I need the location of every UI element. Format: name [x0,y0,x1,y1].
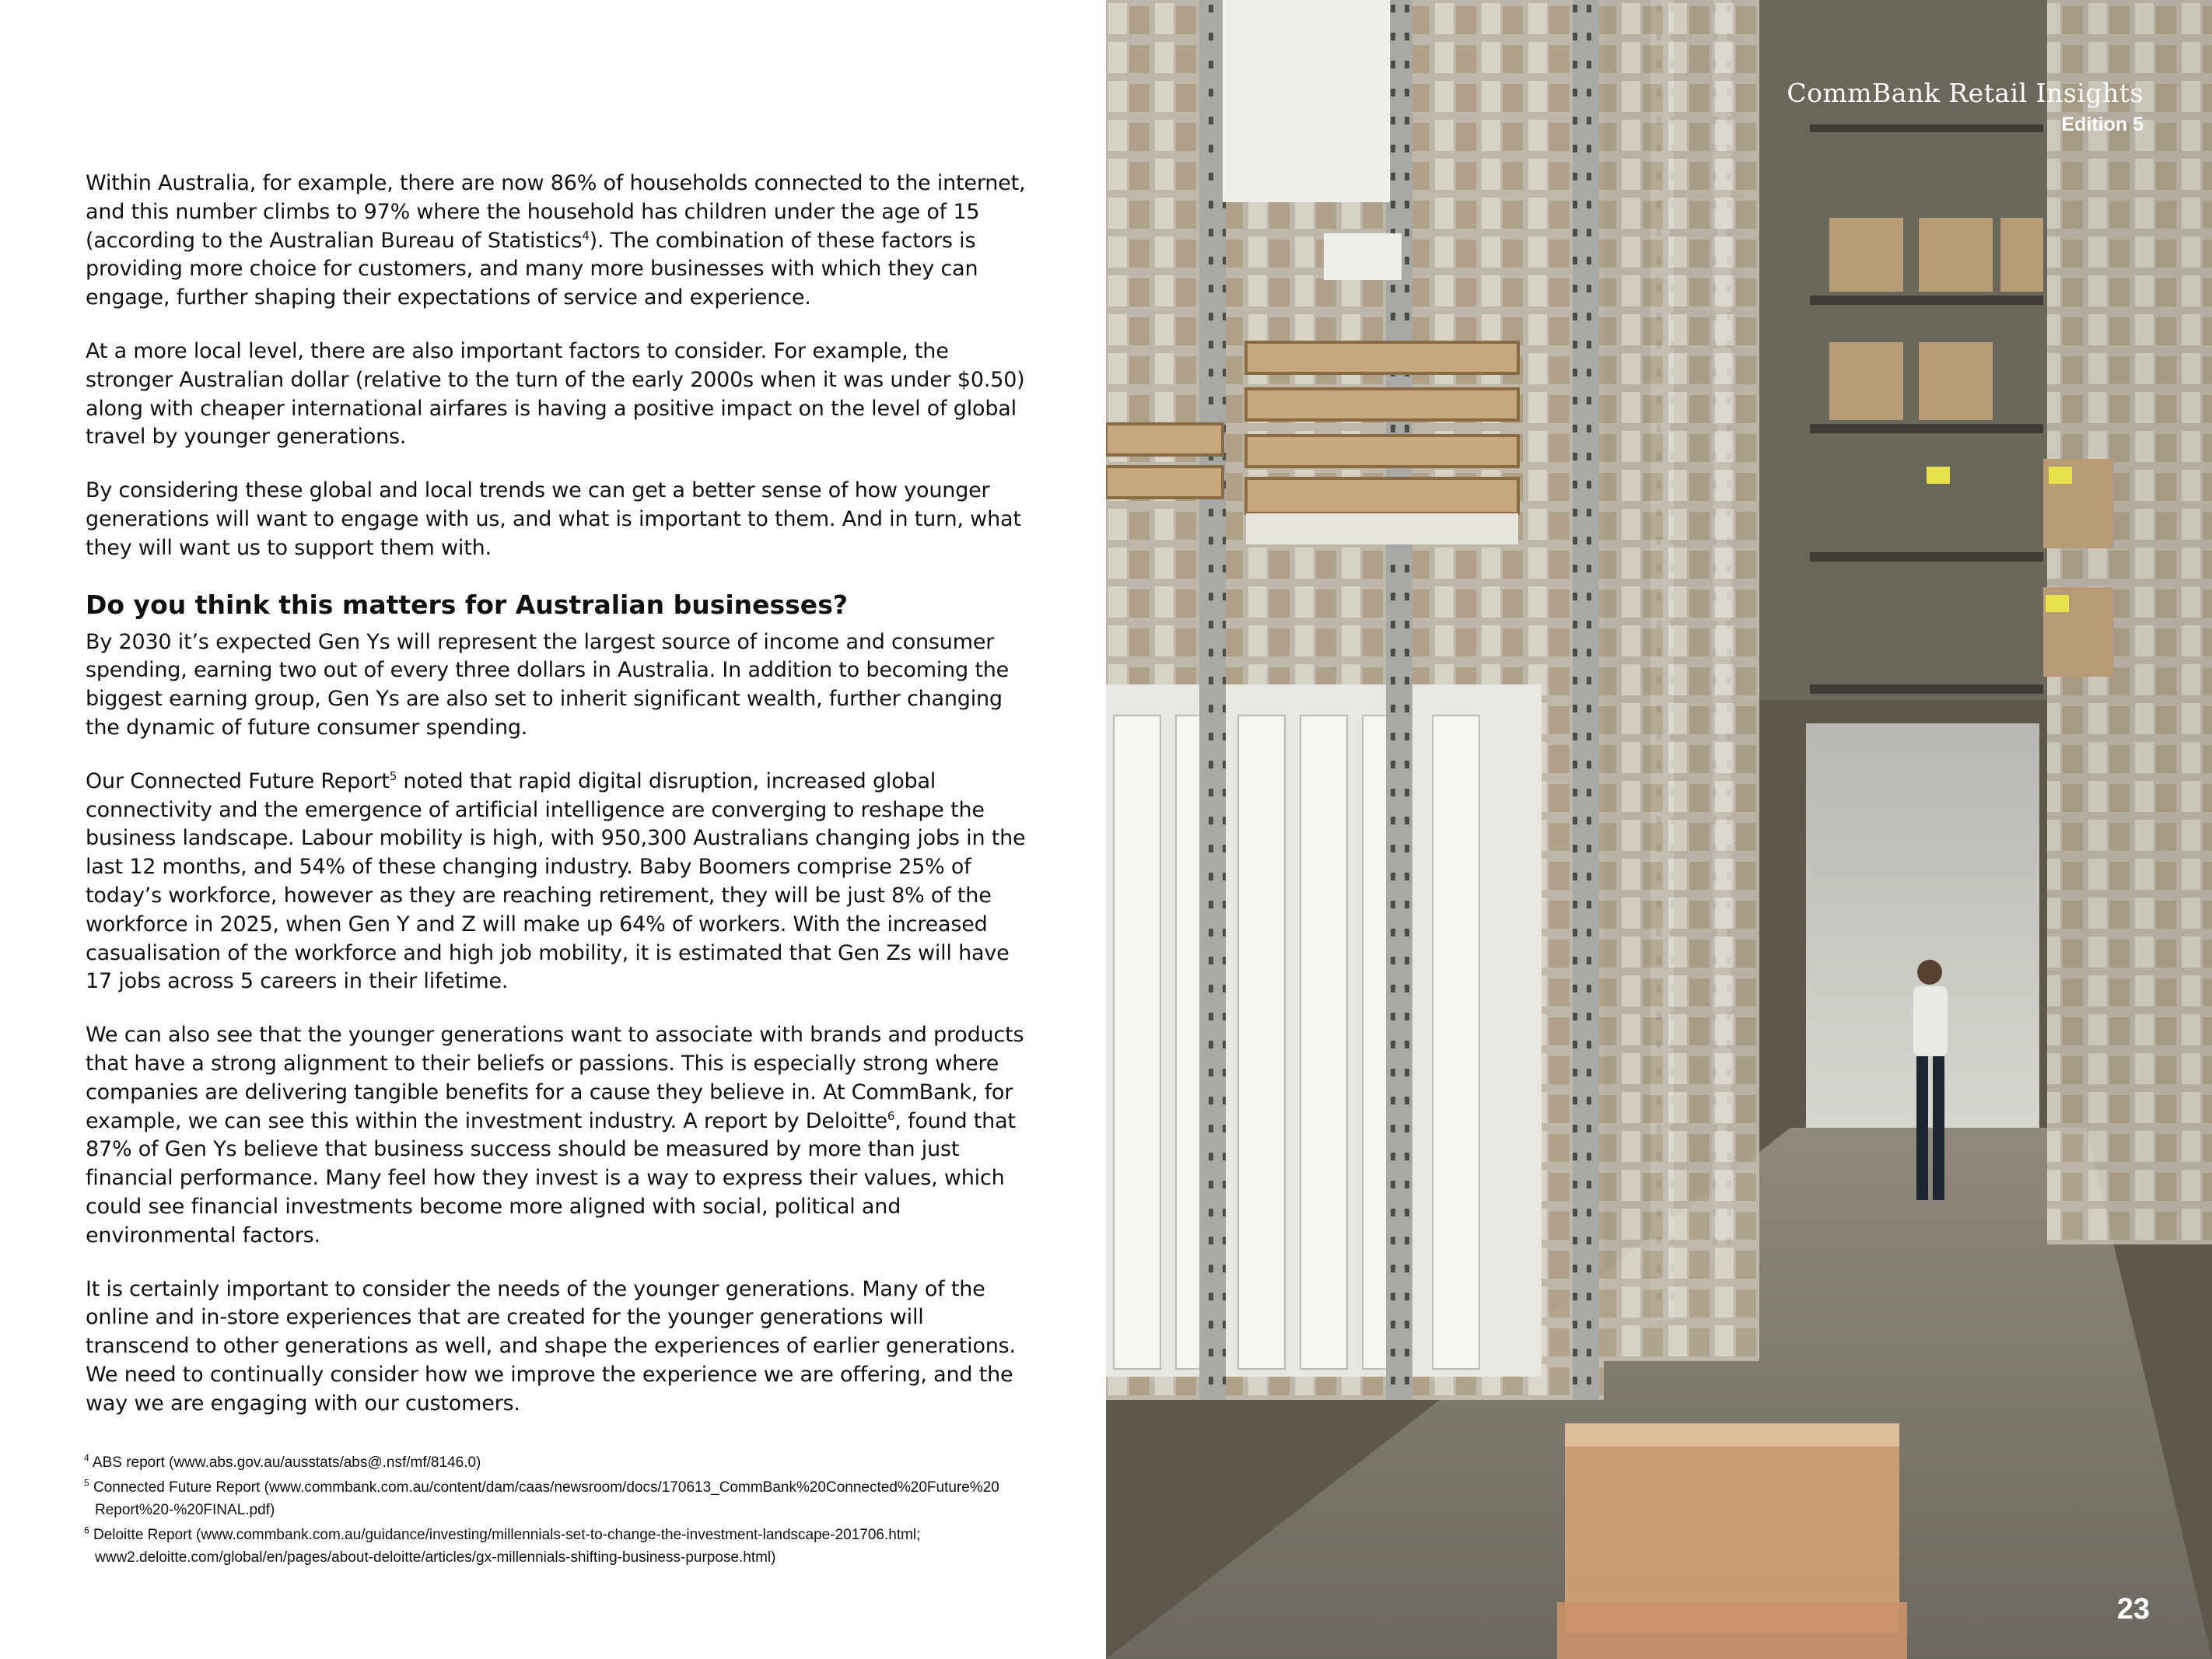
article-body [86,170,1027,1443]
page-number: 23 [2116,1593,2150,1626]
footnote: $^5$ Connected Future Report (www.commbank.com.au/content/dam/caas/newsroom/docs/170613_CommBank%20Connected%20Future%20 Report%20-%20FINAL.pdf) [84,1477,999,1518]
paragraph: By considering these global and local trends we can get a better sense of how younger generations will want to engage with us, and what is important to them. And in turn, what they will want us to support them with. [86,478,1021,560]
paragraph: It is certainly important to consider the needs of the younger generations. Many of the online and in-store experiences that are created for the younger generations will transcend to other generations as well, and shape the experiences of earlier generations. We need to continually consider how we improve the experience we are offering, and the way we are engaging with our customers. [86,1276,1016,1416]
footnote-ref[interactable]: 5 [389,768,397,783]
paragraph: Within Australia, for example, there are now 86% of households connected to the internet, and this number climbs to 97% where the household has children under the age of 15 (according to the Australian Bureau of Statistics$^4$). The combination of these factors is providing more choice for customers, and many more businesses with which they can engage, further shaping their expectations of service and experience. [86,171,1026,310]
warehouse-photo [1106,0,2212,1659]
footnote: $^6$ Deloitte Report (www.commbank.com.au/guidance/investing/millennials-set-to-change-the-investment-landscape-201706.html; www2.deloitte.com/global/en/pages/about-deloitte/articles/gx-millennials-shifting-business-purpose.html) [84,1524,921,1566]
edition-label: Edition 5 [2061,114,2144,135]
footnote-ref[interactable]: 6 [887,1108,895,1123]
warehouse-illustration [1106,0,2212,1659]
paragraph: Our Connected Future Report$^5$ noted that rapid digital disruption, increased global connectivity and the emergence of artificial intelligence are converging to reshape the business landscape. Labour mobility is high, with 950,300 Australians changing jobs in the last 12 months, and 54% of these changing industry. Baby Boomers comprise 25% of today’s workforce, however as they are reaching retirement, they will be just 8% of the workforce in 2025, when Gen Y and Z will make up 64% of workers. With the increased casualisation of the workforce and high job mobility, it is estimated that Gen Zs will have 17 jobs across 5 careers in their lifetime. [86,768,1026,994]
paragraph: We can also see that the younger generations want to associate with brands and products that have a strong alignment to their beliefs or passions. This is especially strong where companies are delivering tangible benefits for a cause they believe in. At CommBank, for example, we can see this within the investment industry. A report by Deloitte$^6$, found that 87% of Gen Ys believe that business success should be measured by more than just financial performance. Many feel how they invest is a way to express their values, which could see financial investments become more aligned with social, political and environmental factors. [86,1023,1024,1248]
paragraph: By 2030 it’s expected Gen Ys will represent the largest source of income and consumer spending, earning two out of every three dollars in Australia. In addition to becoming the biggest earning group, Gen Ys are also set to inherit significant wealth, further changing the dynamic of future consumer spending. [86,629,1010,740]
section-heading: Do you think this matters for Australian businesses? [86,589,848,620]
footnote: $^4$ ABS report (www.abs.gov.au/ausstats/abs@.nsf/mf/8146.0) [84,1452,481,1471]
footnote-ref[interactable]: 4 [582,228,590,243]
publication-title: CommBank Retail Insights [1787,78,2144,108]
paragraph: At a more local level, there are also important factors to consider. For example, the stronger Australian dollar (relative to the turn of the early 2000s when it was under $0.50) along with cheaper international airfares is having a positive impact on the level of global travel by younger generations. [86,338,1025,450]
footnotes [84,1451,1041,1571]
